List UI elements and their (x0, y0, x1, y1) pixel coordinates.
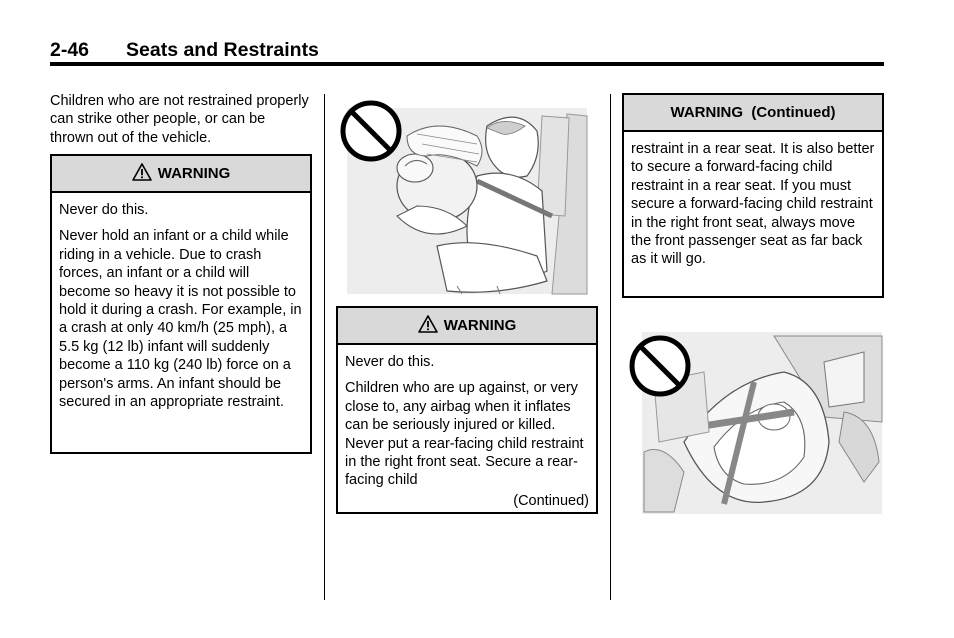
intro-paragraph: Children who are not restrained properly can strike other people, or can be thrown out of the vehicle. (50, 93, 309, 146)
warning-paragraph: Never hold an infant or a child while riding in a vehicle. Due to crash forces, an infant or a child will become so heavy it is not possible to hold it during a crash. For example, in a crash at only 40 km/h (25 mph), a 5.5 kg (12 lb) infant will suddenly become a 110 kg (240 lb) force on a person's arms. An infant should be secured in an appropriate restraint. (59, 228, 302, 411)
warning-heading: WARNING (443, 317, 517, 334)
warning-box (336, 306, 598, 514)
warning-paragraph: restraint in a rear seat. It is also better to secure a forward-facing child restraint in a rear seat. If you must secure a forward-facing child restraint in the right front seat, always move the front passenger seat as far back as it will go. (631, 141, 875, 268)
warning-box (50, 154, 312, 454)
continued-label: (Continued) (513, 492, 589, 509)
warning-triangle-icon (132, 163, 152, 181)
warning-paragraph: Children who are up against, or very close to, any airbag when it inflates can be seriously injured or killed. Never put a rear-facing child restraint in the right front seat. Secure a rear-facing child (345, 380, 584, 489)
page-number: 2-46 (50, 39, 90, 61)
column-divider (324, 94, 325, 600)
warning-header (624, 95, 882, 132)
section-title: Seats and Restraints (126, 39, 319, 61)
warning-first-line: Never do this. (59, 202, 149, 218)
warning-body (52, 193, 310, 411)
warning-triangle-icon (418, 315, 438, 333)
column-divider (610, 94, 611, 600)
illustration-adult-holding-child (337, 96, 599, 300)
page-header (50, 38, 884, 62)
warning-heading: WARNING (Continued) (670, 104, 836, 121)
warning-body (624, 132, 882, 269)
illustration-rear-facing-seat (624, 322, 886, 518)
warning-first-line: Never do this. (345, 354, 435, 370)
warning-header (52, 156, 310, 193)
warning-body (338, 345, 596, 510)
header-rule (50, 62, 884, 66)
warning-heading: WARNING (157, 165, 231, 182)
warning-box-continued (622, 93, 884, 298)
warning-header (338, 308, 596, 345)
